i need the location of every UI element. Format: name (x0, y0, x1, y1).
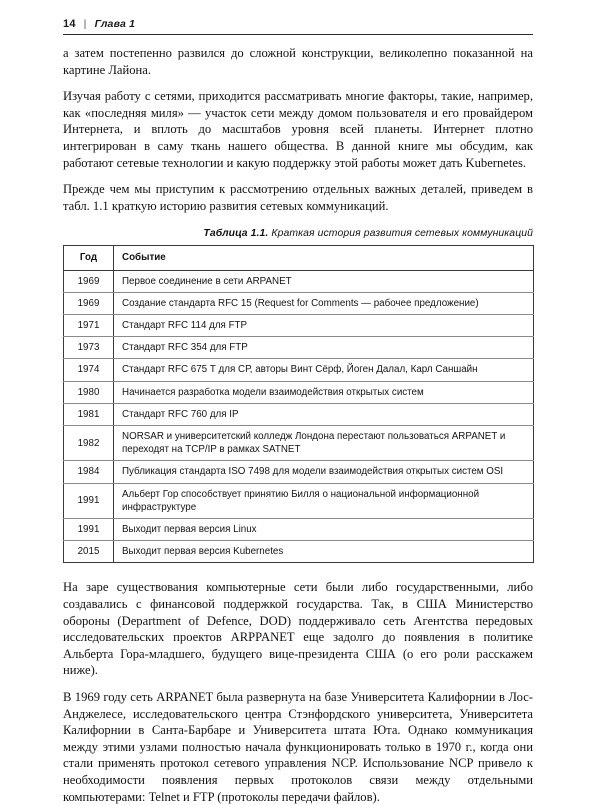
cell-event: Стандарт RFC 760 для IP (114, 403, 534, 425)
cell-year: 1969 (64, 292, 114, 314)
paragraph-4: На заре существования компьютерные сети были либо государственными, либо создавались с финансовой поддержкой государства. Так, в США Министерство обороны (Department of Defence, DOD) поддерживало сеть Агентства передовых исследовательских проектов ARPPANET еще задолго до появления в политике Альберта Гора-младшего, будущего вице-президента США (о его роли расскажем ниже). (63, 580, 533, 678)
paragraph-1: а затем постепенно развился до сложной конструкции, великолепно показанной на картине Лайона. (63, 46, 533, 77)
table-caption-label: Таблица 1.1. (203, 228, 269, 240)
cell-event: Стандарт RFC 675 Т для СР, авторы Винт Сёрф, Йоген Далал, Карл Саншайн (114, 359, 534, 381)
cell-year: 1984 (64, 461, 114, 483)
cell-year: 1991 (64, 483, 114, 518)
cell-event: Стандарт RFC 114 для FTP (114, 314, 534, 336)
table-row (64, 541, 534, 563)
cell-event: Альберт Гор способствует принятию Билля о национальной информационной инфраструктуре (114, 483, 534, 518)
table-header-row (64, 246, 534, 270)
paragraph-3: Прежде чем мы приступим к рассмотрению отдельных важных деталей, приведем в табл. 1.1 краткую историю развития сетевых коммуникаций. (63, 182, 533, 213)
table-row (64, 425, 534, 460)
cell-event: Выходит первая версия Kubernetes (114, 541, 534, 563)
running-head (63, 18, 533, 35)
page-number: 14 (63, 18, 76, 30)
column-header-year: Год (64, 246, 114, 270)
cell-event: Первое соединение в сети ARPANET (114, 270, 534, 292)
table-row (64, 518, 534, 540)
history-table-block (63, 228, 533, 563)
cell-year: 1974 (64, 359, 114, 381)
table-caption-text: Краткая история развития сетевых коммуникаций (268, 228, 533, 240)
table-header (64, 246, 534, 270)
cell-year: 1973 (64, 337, 114, 359)
cell-event: NORSAR и университетский колледж Лондона перестают пользоваться ARPANET и переходят на TCP/IP в рамках SATNET (114, 425, 534, 460)
paragraph-2: Изучая работу с сетями, приходится рассматривать многие факторы, такие, например, как «последняя миля» — участок сети между домом пользователя и его провайдером Интернета, и вплоть до масштабов уровня всей планеты. Интернет плотно интегрирован в саму ткань нашего общества. В данной книге мы обсудим, как работают сетевые технологии и какую поддержку этой работы может дать Kubernetes. (63, 89, 533, 170)
table-caption (63, 228, 533, 239)
table-row (64, 461, 534, 483)
running-head-separator: | (83, 18, 87, 30)
cell-year: 1980 (64, 381, 114, 403)
cell-event: Стандарт RFC 354 для FTP (114, 337, 534, 359)
cell-year: 2015 (64, 541, 114, 563)
table-row (64, 270, 534, 292)
table-row (64, 381, 534, 403)
page-content (63, 45, 533, 805)
cell-year: 1982 (64, 425, 114, 460)
table-row (64, 403, 534, 425)
table-row (64, 314, 534, 336)
cell-event: Начинается разработка модели взаимодействия открытых систем (114, 381, 534, 403)
paragraph-5: В 1969 году сеть ARPANET была развернута на базе Университета Калифорнии в Лос-Анджелесе, исследовательского центра Стэнфордского университета, Университета Калифорнии в Санта-Барбаре и Университета штата Юта. Однако коммуникация между этими узлами полностью начала функционировать только в 1970 г., когда они стали применять протокол сетевого управления NCP. Использование NCP привело к необходимости появления первых протоколов связи между отдельными компьютерами: Telnet и FTP (протоколы передачи файлов). (63, 689, 533, 804)
table-row (64, 337, 534, 359)
cell-year: 1981 (64, 403, 114, 425)
cell-year: 1969 (64, 270, 114, 292)
cell-event: Публикация стандарта ISO 7498 для модели взаимодействия открытых систем OSI (114, 461, 534, 483)
table-row (64, 359, 534, 381)
column-header-event: Событие (114, 246, 534, 270)
table-row (64, 483, 534, 518)
chapter-title: Глава 1 (94, 18, 136, 30)
cell-year: 1971 (64, 314, 114, 336)
cell-year: 1991 (64, 518, 114, 540)
cell-event: Создание стандарта RFC 15 (Request for Comments — рабочее предложение) (114, 292, 534, 314)
history-table (63, 245, 534, 563)
table-row (64, 292, 534, 314)
table-body (64, 270, 534, 563)
cell-event: Выходит первая версия Linux (114, 518, 534, 540)
